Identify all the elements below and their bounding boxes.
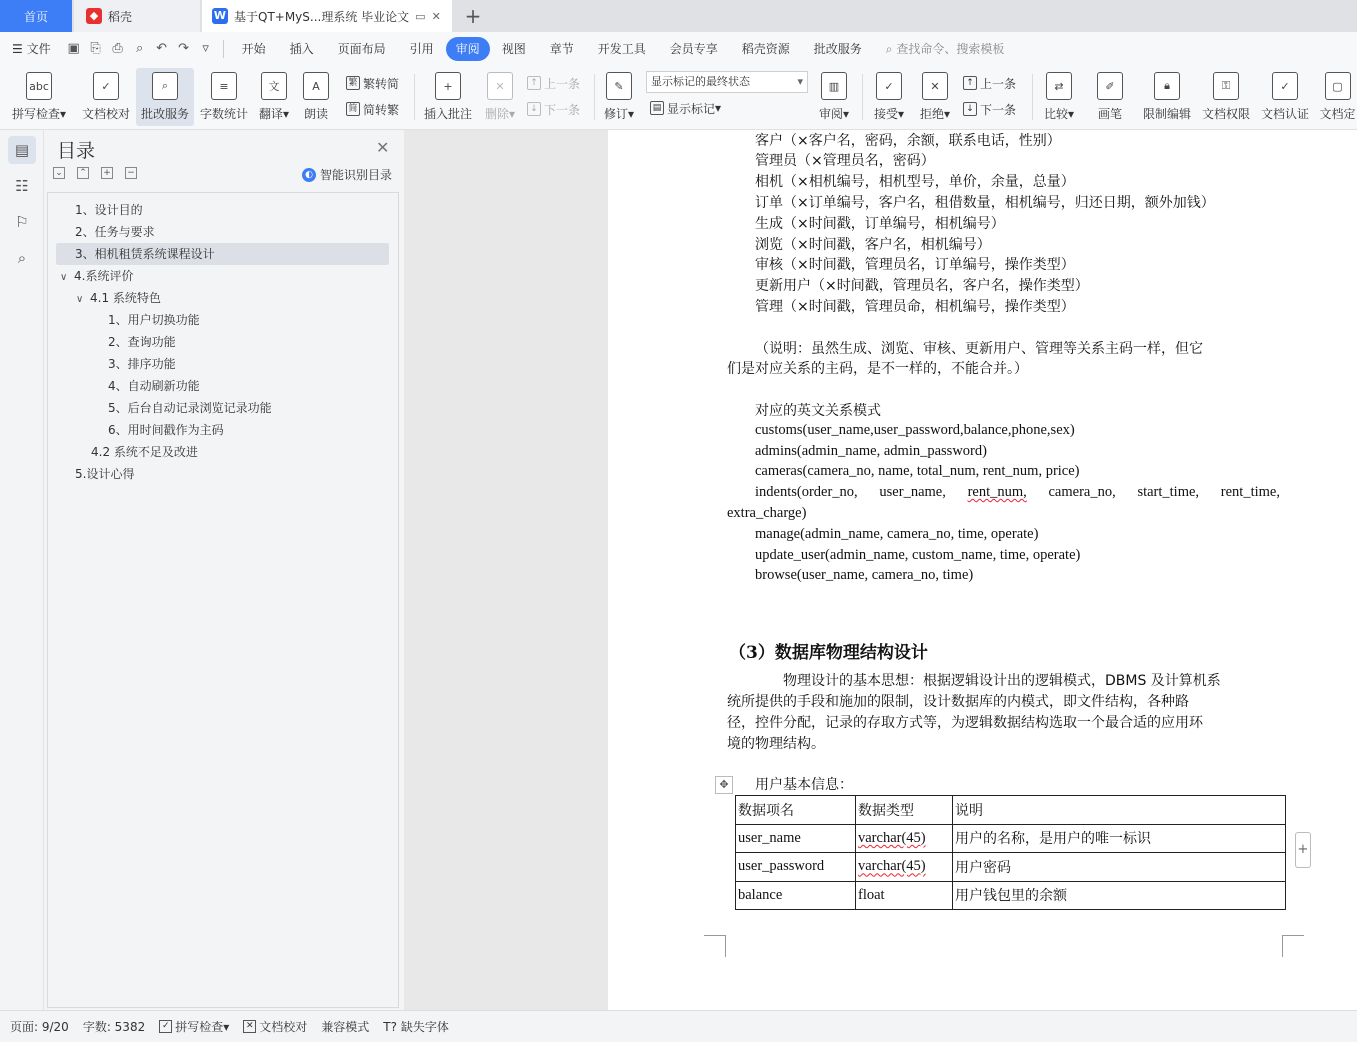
note-line-1: （说明：虽然生成、浏览、审核、更新用户、管理等关系主码一样，但它	[755, 341, 1203, 357]
menu-review[interactable]: 审阅	[446, 37, 490, 61]
tab-daoke[interactable]	[74, 0, 200, 32]
proofread-label: 文档校对	[81, 107, 130, 121]
menu-correct-service[interactable]: 批改服务	[813, 42, 862, 56]
table-header-row	[736, 796, 1286, 825]
insert-comment-button[interactable]	[420, 68, 476, 126]
toc-item-selected[interactable]: 3、相机租赁系统课程设计	[56, 243, 389, 265]
document-area	[404, 130, 1357, 1010]
tab-close-icon[interactable]: ✕	[431, 9, 441, 23]
missing-font-indicator[interactable]	[383, 1018, 449, 1035]
simp-to-trad-icon: 简	[346, 102, 360, 116]
menu-page-layout[interactable]: 页面布局	[337, 42, 386, 56]
prev-comment-label: 上一条	[544, 76, 581, 91]
table-cell[interactable]: 用户密码	[953, 853, 1286, 882]
toc-title: 目录	[57, 140, 96, 162]
doc-rights-icon: ⚿	[1213, 72, 1239, 100]
table-cell[interactable]: user_name	[736, 824, 856, 853]
command-search[interactable]	[874, 37, 1017, 61]
doc-rights-button[interactable]	[1198, 68, 1254, 126]
status-spell-label: 拼写检查	[175, 1020, 224, 1034]
add-column-icon[interactable]: +	[1295, 832, 1311, 868]
menu-chapter[interactable]: 章节	[549, 42, 574, 56]
daoke-logo-icon: ◆	[86, 8, 102, 24]
menu-start[interactable]: 开始	[241, 42, 266, 56]
schema-cameras: cameras(camera_no, name, total_num, rent_num, price)	[755, 463, 1080, 479]
review-ribbon	[0, 66, 1357, 130]
smart-toc-button[interactable]	[302, 166, 392, 183]
track-changes-label: 修订	[603, 107, 628, 121]
insert-comment-label: 插入批注	[423, 107, 472, 121]
collapse-all-icon[interactable]: ⌄	[53, 167, 65, 179]
schema-customs: customs(user_name,user_password,balance,phone,sex)	[755, 422, 1075, 438]
schema-browse: browse(user_name, camera_no, time)	[755, 567, 974, 583]
toc-panel-icon[interactable]: ▤	[8, 136, 36, 164]
tab-document-label: 基于QT+MyS...理系统 毕业论文	[234, 9, 410, 24]
next-comment-button[interactable]	[527, 98, 580, 120]
toc-item[interactable]: 2、任务与要求	[75, 225, 155, 239]
toc-item[interactable]: 4、自动刷新功能	[108, 379, 200, 393]
show-markup-button[interactable]: ▤ 显示标记 ▾	[650, 97, 721, 119]
pen-label: 画笔	[1097, 107, 1122, 121]
trad-to-simp-icon: 繁	[346, 76, 360, 90]
track-changes-icon: ✎	[606, 72, 632, 100]
prev-change-label: 上一条	[980, 76, 1017, 91]
read-aloud-button[interactable]	[298, 68, 334, 126]
bookmark-icon[interactable]: ⚐	[15, 213, 29, 231]
schema-manage: manage(admin_name, camera_no, time, operate)	[755, 526, 1039, 542]
word-count-button[interactable]	[196, 68, 252, 126]
insert-comment-icon: +	[435, 72, 461, 100]
schema-indents: indents(order_no, user_name, rent_num, camera_no, start_time, rent_time,	[755, 484, 1280, 500]
menu-bar	[0, 32, 1357, 66]
tab-daoke-label: 稻壳	[108, 9, 133, 24]
menu-view[interactable]: 视图	[501, 42, 526, 56]
table-header-cell[interactable]: 数据类型	[856, 796, 953, 825]
compat-mode-indicator[interactable]: 兼容模式	[321, 1020, 370, 1034]
compare-icon: ⇄	[1046, 72, 1072, 100]
hamburger-icon: ☰	[12, 42, 23, 56]
status-proofread-label: 文档校对	[259, 1020, 308, 1034]
tab-home-label: 首页	[23, 9, 48, 24]
table-cell[interactable]: varchar(45)	[856, 853, 953, 882]
writer-doc-icon: W	[213, 9, 227, 22]
menu-developer[interactable]: 开发工具	[597, 42, 646, 56]
toc-item[interactable]: 5.设计心得	[75, 467, 135, 481]
english-schema-title: 对应的英文关系模式	[755, 403, 881, 419]
prev-comment-icon: ↑	[527, 76, 541, 90]
redo-icon[interactable]: ↷	[178, 41, 190, 56]
ribbon-divider	[414, 74, 415, 120]
schema-admins: admins(admin_name, admin_password)	[755, 443, 987, 459]
menu-divider	[223, 40, 224, 58]
table-row	[736, 824, 1286, 853]
schema-update-user: update_user(admin_name, custom_name, time, operate)	[755, 547, 1081, 563]
find-icon[interactable]: ⌕	[17, 249, 27, 267]
doc-finalize-label: 文档定	[1319, 107, 1356, 121]
remove-heading-icon[interactable]: −	[125, 167, 137, 179]
table-header-cell[interactable]: 数据项名	[736, 796, 856, 825]
doc-certify-label: 文档认证	[1260, 107, 1309, 121]
trad-to-simp-button[interactable]	[346, 72, 399, 94]
status-proofread[interactable]	[243, 1018, 307, 1035]
simp-to-trad-button[interactable]	[346, 98, 399, 120]
note-line-2: 们是对应关系的主码，是不一样的，不能合并。）	[727, 361, 1028, 377]
spell-check-label: 拼写检查	[11, 107, 60, 121]
toc-pane	[44, 130, 404, 1010]
doc-finalize-button[interactable]	[1318, 68, 1357, 126]
page-corner-mark	[704, 935, 726, 957]
table-cell[interactable]: float	[856, 881, 953, 910]
prev-comment-button[interactable]	[527, 72, 580, 94]
paragraph-line: 统所提供的手段和施加的限制，设计数据库的内模式，即文件结构，各种路	[727, 694, 1189, 710]
menu-insert[interactable]: 插入	[289, 42, 314, 56]
relation-generate: 生成（×时间戳，订单编号，相机编号）	[755, 216, 1005, 232]
file-menu[interactable]	[0, 37, 63, 61]
toc-item[interactable]: 4.2 系统不足及改进	[91, 445, 198, 459]
proofread-icon: ✓	[93, 72, 119, 100]
relation-admin: 管理员（×管理员名，密码）	[755, 153, 935, 169]
simp-to-trad-label: 简转繁	[363, 102, 400, 117]
correct-service-button[interactable]	[136, 68, 194, 126]
ribbon-divider	[1032, 74, 1033, 120]
close-icon[interactable]: ✕	[376, 138, 390, 157]
undo-icon[interactable]: ↶	[156, 41, 168, 56]
toc-item[interactable]: ∨ 4.1 系统特色	[76, 287, 161, 309]
pen-icon: ✐	[1097, 72, 1123, 100]
proofread-status-icon: ✕	[243, 1020, 256, 1033]
reject-icon: ✕	[922, 72, 948, 100]
markup-state-select[interactable]: 显示标记的最终状态 ▾	[646, 71, 808, 93]
checkbox-checked-icon: ✓	[159, 1020, 172, 1033]
table-row	[736, 881, 1286, 910]
restrict-edit-label: 限制编辑	[1142, 107, 1191, 121]
menu-daoke-resource[interactable]: 稻壳资源	[741, 42, 790, 56]
toc-item[interactable]: 1、设计目的	[75, 203, 143, 217]
next-change-button[interactable]	[963, 98, 1016, 120]
accept-button[interactable]: ✓ 接受▾	[868, 68, 910, 126]
track-changes-button[interactable]: ✎ 修订▾	[600, 68, 638, 126]
translate-label: 翻译	[258, 107, 283, 121]
relation-order: 订单（×订单编号，客户名，租借数量，相机编号，归还日期，额外加钱）	[755, 195, 1215, 211]
paragraph-line: 物理设计的基本思想：根据逻辑设计出的逻辑模式，DBMS 及计算机系	[783, 673, 1221, 689]
navigation-strip	[0, 130, 44, 1010]
toc-item[interactable]: 2、查询功能	[108, 335, 176, 349]
export-pdf-icon[interactable]: ⎘	[90, 41, 101, 56]
expand-all-icon[interactable]: ⌃	[77, 167, 89, 179]
toc-item[interactable]: ∨ 4.系统评价	[60, 265, 133, 287]
new-tab-button[interactable]: +	[464, 4, 482, 28]
paragraph-line: 径，控件分配，记录的存取方式等，为逻辑数据结构选取一个最合适的应用环	[727, 715, 1203, 731]
page-indicator[interactable]: 页面: 9/20	[10, 1020, 69, 1034]
table-cell[interactable]: 用户的名称，是用户的唯一标识	[953, 824, 1286, 853]
spell-check-button[interactable]: abc 拼写检查▾	[8, 68, 70, 126]
table-cell[interactable]: varchar(45)	[856, 824, 953, 853]
chevron-down-icon[interactable]: ∨	[60, 272, 68, 283]
tab-document[interactable]	[202, 0, 452, 32]
missing-font-label: 缺失字体	[400, 1020, 449, 1034]
print-preview-icon[interactable]: ⌕	[135, 41, 144, 56]
table-cell[interactable]: 用户钱包里的余额	[953, 881, 1286, 910]
user-info-table	[735, 795, 1286, 910]
toc-item[interactable]: 1、用户切换功能	[108, 313, 200, 327]
ribbon-divider	[594, 74, 595, 120]
next-change-icon: ↓	[963, 102, 977, 116]
translate-button[interactable]: 文 翻译▾	[254, 68, 294, 126]
delete-comment-label: 删除	[484, 107, 509, 121]
tab-monitor-icon[interactable]: ▭	[415, 9, 426, 23]
table-cell[interactable]: user_password	[736, 853, 856, 882]
page-corner-mark	[1282, 935, 1304, 957]
toc-list	[47, 192, 399, 1008]
finalize-icon: ▢	[1325, 72, 1351, 100]
menu-reference[interactable]: 引用	[409, 42, 434, 56]
compare-button[interactable]: ⇄ 比较▾	[1038, 68, 1080, 126]
certify-icon: ✓	[1272, 72, 1298, 100]
toc-item[interactable]: 5、后台自动记录浏览记录功能	[108, 401, 272, 415]
section-heading: （3）数据库物理结构设计	[729, 643, 928, 663]
relation-audit: 审核（×时间戳，管理员名，订单编号，操作类型）	[755, 257, 1075, 273]
table-row	[736, 853, 1286, 882]
quick-access-dropdown-icon[interactable]: ▿	[202, 41, 209, 56]
ribbon-divider	[862, 74, 863, 120]
missing-font-icon: T?	[383, 1019, 397, 1034]
review-pane-icon: ▥	[821, 72, 847, 100]
next-change-label: 下一条	[980, 102, 1017, 117]
add-heading-icon[interactable]: +	[101, 167, 113, 179]
next-comment-label: 下一条	[544, 102, 581, 117]
prev-change-icon: ↑	[963, 76, 977, 90]
table-cell[interactable]: balance	[736, 881, 856, 910]
spell-check-icon: abc	[26, 72, 52, 100]
command-search-placeholder: 查找命令、搜索模板	[896, 42, 1005, 56]
accept-label: 接受	[873, 107, 898, 121]
document-page[interactable]	[608, 130, 1357, 1010]
print-icon[interactable]: ⎙	[112, 41, 123, 56]
tab-home[interactable]	[0, 0, 72, 32]
chapter-nav-icon[interactable]: ☷	[15, 177, 29, 195]
status-spell-check[interactable]: ✓ 拼写检查 ▾	[159, 1018, 229, 1035]
menu-member[interactable]: 会员专享	[669, 42, 718, 56]
reject-button[interactable]: ✕ 拒绝▾	[914, 68, 956, 126]
table-caption: 用户基本信息：	[755, 777, 853, 793]
restrict-edit-button[interactable]	[1138, 68, 1196, 126]
read-aloud-icon: A	[303, 72, 329, 100]
reject-label: 拒绝	[919, 107, 944, 121]
relation-camera: 相机（×相机编号，相机型号，单价，余量，总量）	[755, 174, 1075, 190]
table-move-handle-icon[interactable]: ✥	[715, 776, 733, 794]
relation-browse: 浏览（×时间戳，客户名，相机编号）	[755, 237, 991, 253]
relation-update-user: 更新用户（×时间戳，管理员名，客户名，操作类型）	[755, 278, 1089, 294]
correct-service-icon: ⌕	[152, 72, 178, 100]
smart-toc-label: 智能识别目录	[320, 168, 393, 182]
proofread-button[interactable]	[76, 68, 136, 126]
toc-item[interactable]: 6、用时间戳作为主码	[108, 423, 224, 437]
relation-customer: 客户（×客户名，密码，余额，联系电话，性别）	[755, 133, 1061, 149]
search-icon: ⌕	[885, 42, 893, 56]
save-icon[interactable]: ▣	[67, 41, 80, 56]
schema-indents-cont: extra_charge)	[727, 505, 807, 521]
word-count-label: 字数统计	[199, 107, 248, 121]
review-pane-button[interactable]: ▥ 审阅▾	[814, 68, 854, 126]
smart-toc-icon: ◐	[302, 168, 316, 182]
toc-item[interactable]: 3、排序功能	[108, 357, 176, 371]
word-count-indicator[interactable]: 字数: 5382	[82, 1020, 146, 1034]
lock-icon: 🔒︎	[1154, 72, 1180, 100]
relation-manage: 管理（×时间戳，管理员命，相机编号，操作类型）	[755, 299, 1075, 315]
table-header-cell[interactable]: 说明	[953, 796, 1286, 825]
translate-icon: 文	[261, 72, 287, 100]
delete-comment-button[interactable]: ✕ 删除▾	[480, 68, 520, 126]
next-comment-icon: ↓	[527, 102, 541, 116]
toc-toolbar	[53, 167, 137, 179]
chevron-down-icon[interactable]: ∨	[76, 294, 84, 305]
compare-label: 比较	[1043, 107, 1068, 121]
trad-to-simp-label: 繁转简	[363, 76, 400, 91]
pen-button[interactable]	[1090, 68, 1130, 126]
doc-rights-label: 文档权限	[1201, 107, 1250, 121]
review-pane-label: 审阅	[818, 107, 843, 121]
show-markup-label: 显示标记	[667, 101, 716, 116]
paragraph-line: 境的物理结构。	[727, 736, 825, 752]
word-count-icon: ≡	[211, 72, 237, 100]
show-markup-icon: ▤	[650, 101, 664, 115]
delete-comment-icon: ✕	[487, 72, 513, 100]
status-bar	[0, 1010, 1357, 1042]
correct-service-label: 批改服务	[140, 107, 189, 121]
doc-certify-button[interactable]	[1256, 68, 1314, 126]
accept-icon: ✓	[876, 72, 902, 100]
prev-change-button[interactable]	[963, 72, 1016, 94]
file-menu-label: 文件	[26, 42, 51, 56]
tab-bar	[0, 0, 1357, 32]
read-aloud-label: 朗读	[303, 107, 328, 121]
